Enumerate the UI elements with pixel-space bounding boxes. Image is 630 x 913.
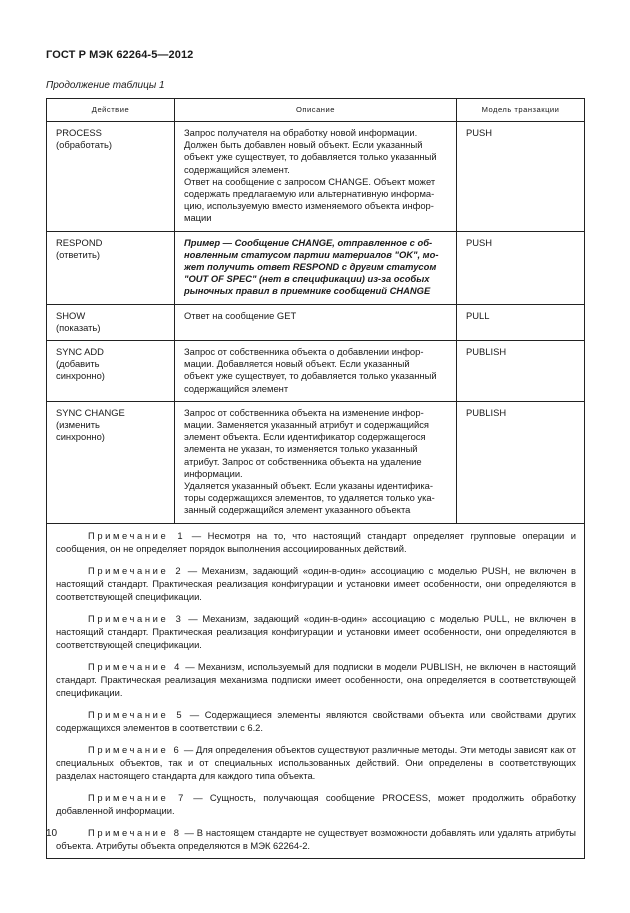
description-line: Должен быть добавлен новый объект. Если указанный [184, 139, 423, 151]
note-3 [56, 612, 576, 651]
table-caption: Продолжение таблицы 1 [46, 80, 165, 91]
table-row [47, 341, 585, 402]
description-line: объект уже существует, то добавляется только указанный [184, 151, 437, 163]
page-number: 10 [46, 828, 58, 839]
note-1 [56, 529, 576, 555]
note-text: — Механизм, используемый для подписки в модели PUBLISH, не включен в настоящий стандарт. Практическая реализация механизма подписки имеет особенности, она определяется в соответствующей спецификации. [56, 660, 576, 698]
action-translation: синхронно) [56, 370, 105, 382]
action-name: PROCESS [56, 127, 102, 138]
document-header: ГОСТ Р МЭК 62264-5—2012 [46, 49, 194, 61]
example-line: новленным статусом партии материалов "OK", мо- [184, 248, 439, 260]
action-cell [47, 231, 175, 304]
note-text: — Содержащиеся элементы являются свойствами объекта или свойствами других содержащихся элементов в соответствии с 6.2. [56, 708, 576, 733]
action-name: RESPOND [56, 236, 103, 248]
note-text: — Механизм, задающий «один-в-один» ассоциацию с моделью PUSH, не включен в настоящий стандарт. Практическая реализация конфигурации и установки имеет особенности, они определяются в соответствующей спецификации. [56, 564, 576, 602]
note-label: Примечание 8 [88, 826, 182, 838]
description-line: элемента не указан, то изменяется только указанный [184, 443, 418, 455]
example-line: жет получить ответ RESPOND с другим статусом [184, 261, 437, 273]
description-line: элемент объекта. Если идентификатор содержащегося [184, 431, 426, 443]
description-cell [175, 401, 457, 523]
description-line: объект уже существует, то добавляется только указанный [184, 370, 437, 382]
description-cell [175, 341, 457, 402]
description-cell-example [175, 231, 457, 304]
description-line: содержащийся элемент. [184, 163, 290, 175]
note-label: Примечание 2 [88, 564, 184, 576]
transaction-model-cell: PUBLISH [457, 341, 585, 402]
table-row [47, 122, 585, 232]
description-line: занный содержащийся элемент указанного объекта [184, 504, 411, 516]
note-text: — Механизм, задающий «один-в-один» ассоциацию с моделью PULL, не включен в настоящий стандарт. Практическая реализация конфигурации и установки имеет особенности, они определяются в соответствующей спецификации. [56, 612, 576, 650]
action-translation: (обработать) [56, 139, 113, 151]
table-row [47, 401, 585, 523]
header-description: Описание [175, 99, 457, 122]
description-line: информации. [184, 467, 243, 479]
description-line: мации. Добавляется новый объект. Если указанный [184, 358, 410, 370]
description-line: цию, используемую вместо изменяемого объекта инфор- [184, 200, 434, 212]
note-text: — Несмотря на то, что настоящий стандарт определяет групповые операции и сообщения, он не определяет порядок выполнения ассоциированных действий. [56, 529, 576, 554]
table-header-row [47, 99, 585, 122]
description-cell [175, 304, 457, 340]
description-line: содержать предлагаемую или альтернативную информа- [184, 188, 435, 200]
description-line: Удаляется указанный объект. Если указаны идентифика- [184, 480, 433, 492]
action-translation: (добавить [56, 358, 100, 370]
description-line: Запрос от собственника объекта о добавлении инфор- [184, 346, 424, 358]
note-text: — Сущность, получающая сообщение PROCESS, может продолжить обработку добавленной информации. [56, 791, 576, 816]
note-label: Примечание 3 [88, 612, 184, 624]
transaction-model-cell: PULL [457, 304, 585, 340]
note-4 [56, 660, 576, 699]
table-row [47, 231, 585, 304]
description-line: мации [184, 212, 212, 224]
description-line: торы содержащихся элементов, то удаляется только ука- [184, 492, 435, 504]
description-cell [175, 122, 457, 232]
transaction-model-cell: PUBLISH [457, 401, 585, 523]
note-label: Примечание 1 [88, 529, 186, 541]
action-name: SHOW [56, 309, 86, 321]
action-cell [47, 341, 175, 402]
description-line: Запрос от собственника объекта на изменение инфор- [184, 406, 424, 418]
note-6 [56, 743, 576, 782]
description-line: содержащийся элемент [184, 382, 289, 394]
action-name: SYNC ADD [56, 346, 104, 358]
action-name: SYNC CHANGE [56, 406, 125, 418]
table-row [47, 304, 585, 340]
example-line: "OUT OF SPEC" (нет в спецификации) из-за особых [184, 273, 430, 285]
notes-row [47, 523, 585, 858]
transaction-model-cell: PUSH [457, 231, 585, 304]
description-line: Запрос получателя на обработку новой информации. [184, 127, 418, 138]
description-line: атрибут. Запрос от собственника объекта на удаление [184, 455, 422, 467]
action-translation: (изменить [56, 419, 100, 431]
description-line: Ответ на сообщение GET [184, 309, 297, 321]
action-translation: (ответить) [56, 248, 101, 260]
note-7 [56, 791, 576, 817]
note-label: Примечание 6 [88, 743, 182, 755]
note-label: Примечание 7 [88, 791, 186, 803]
notes-cell [47, 523, 585, 858]
note-2 [56, 564, 576, 603]
note-label: Примечание 5 [88, 708, 185, 720]
example-line: Пример — Сообщение CHANGE, отправленное с об- [184, 236, 433, 248]
transaction-model-cell: PUSH [457, 122, 585, 232]
example-line: рыночных правил в приемнике сообщений CHANGE [184, 285, 431, 297]
action-translation: синхронно) [56, 431, 105, 443]
action-cell [47, 304, 175, 340]
description-line: мации. Заменяется указанный атрибут и содержащийся [184, 419, 429, 431]
header-action: Действие [47, 99, 175, 122]
action-cell [47, 401, 175, 523]
note-text: — Для определения объектов существуют различные методы. Эти методы зависят как от специальных объектов, так и от специальных использованных действий. Они определены в соответствующих разделах настоящего стандарта для каждого типа объекта. [56, 743, 576, 781]
description-line: Ответ на сообщение с запросом CHANGE. Объект может [184, 175, 436, 187]
action-translation: (показать) [56, 321, 101, 333]
note-text: — В настоящем стандарте не существует возможности добавлять или удалять атрибуты объекта. Атрибуты объекта определяются в МЭК 62264-2. [56, 826, 576, 851]
note-5 [56, 708, 576, 734]
note-label: Примечание 4 [88, 660, 182, 672]
transactions-table [46, 98, 585, 859]
header-transaction-model: Модель транзакции [457, 99, 585, 122]
action-cell [47, 122, 175, 232]
note-8 [56, 826, 576, 852]
